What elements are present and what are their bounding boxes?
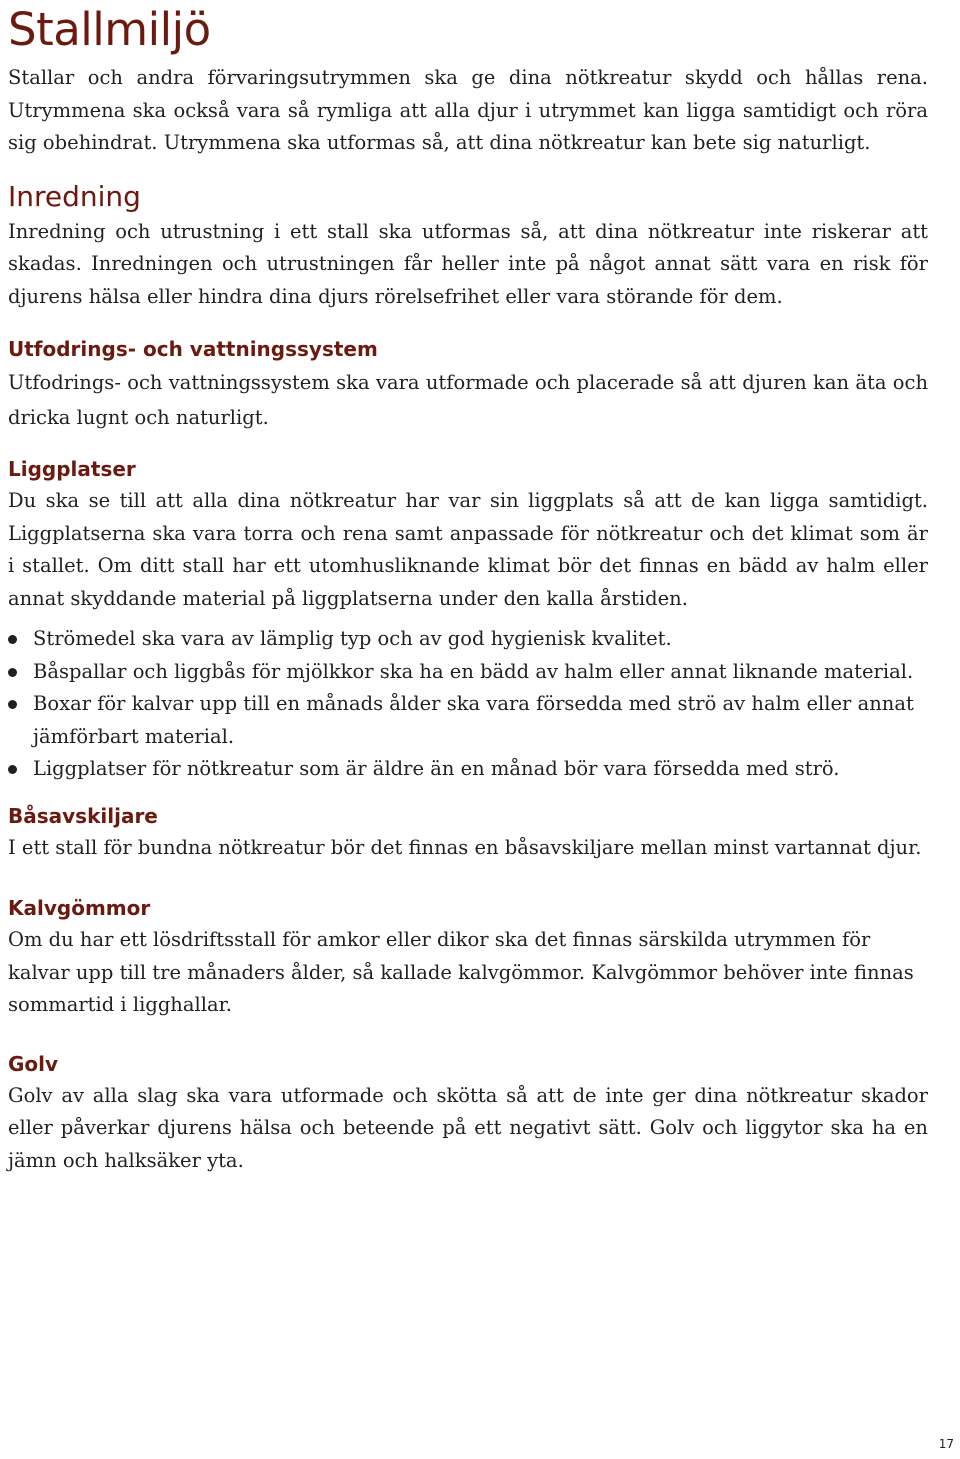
section-text-inredning: Inredning och utrustning i ett stall ska utformas så, att dina nötkreatur inte riskerar att skadas. Inredningen och utrustningen får heller inte på något annat sätt vara en risk för djurens hälsa eller hindra dina djurs rörelsefrihet eller vara störande för dem. bbox=[8, 219, 928, 308]
bullet-icon bbox=[8, 635, 17, 644]
section-basavskiljare bbox=[8, 802, 928, 865]
section-liggplatser bbox=[8, 455, 928, 786]
list-item-text: Boxar för kalvar upp till en månads ålder ska vara försedda med strö av halm eller annat jämförbart material. bbox=[33, 692, 914, 748]
list-item-text: Liggplatser för nötkreatur som är äldre än en månad bör vara försedda med strö. bbox=[33, 757, 840, 780]
bullet-icon bbox=[8, 765, 17, 774]
section-utfodring bbox=[8, 335, 928, 435]
list-item bbox=[8, 623, 928, 656]
section-heading-utfodring: Utfodrings- och vattningssystem bbox=[8, 337, 378, 361]
bullet-icon bbox=[8, 700, 17, 709]
intro-paragraph: Stallar och andra förvaringsutrymmen ska ge dina nötkreatur skydd och hållas rena. Utrymmena ska också vara så rymliga att alla djur i utrymmet kan ligga samtidigt och röra sig obehindrat. Utrymmena ska utformas så, att dina nötkreatur kan bete sig naturligt. bbox=[8, 66, 928, 154]
bullet-list bbox=[8, 623, 928, 786]
list-item-text: Båspallar och liggbås för mjölkkor ska ha en bädd av halm eller annat liknande material. bbox=[33, 659, 914, 683]
page-number: 17 bbox=[938, 1437, 954, 1451]
document-page bbox=[8, 0, 928, 1177]
list-item-text: Strömedel ska vara av lämplig typ och av god hygienisk kvalitet. bbox=[33, 627, 672, 650]
page-title: Stallmiljö bbox=[8, 3, 211, 56]
section-kalvgommor bbox=[8, 894, 928, 1022]
section-heading-inredning: Inredning bbox=[8, 179, 141, 213]
section-heading-liggplatser: Liggplatser bbox=[8, 457, 136, 481]
list-item bbox=[8, 753, 928, 786]
list-item bbox=[8, 656, 928, 689]
section-heading-basavskiljare: Båsavskiljare bbox=[8, 803, 158, 828]
section-heading-kalvgommor: Kalvgömmor bbox=[8, 896, 151, 920]
list-item bbox=[8, 688, 928, 753]
section-text-utfodring: Utfodrings- och vattningssystem ska vara utformade och placerade så att djuren kan äta och dricka lugnt och naturligt. bbox=[8, 371, 928, 429]
section-text-liggplatser: Du ska se till att alla dina nötkreatur har var sin liggplats så att de kan ligga samtidigt. Liggplatserna ska vara torra och rena samt anpassade för nötkreatur och det klimat som är i stallet. Om ditt stall har ett utomhusliknande klimat bör det finnas en bädd av halm eller annat skyddande material på liggplatserna under den kalla årstiden. bbox=[8, 489, 928, 610]
section-text-kalvgommor: Om du har ett lösdriftsstall för amkor eller dikor ska det finnas särskilda utrymmen för kalvar upp till tre månaders ålder, så kallade kalvgömmor. Kalvgömmor behöver inte finnas sommartid i ligghallar. bbox=[8, 928, 914, 1016]
section-golv bbox=[8, 1050, 928, 1178]
bullet-icon bbox=[8, 668, 17, 677]
section-text-basavskiljare: I ett stall för bundna nötkreatur bör det finnas en båsavskiljare mellan minst vartannat djur. bbox=[8, 835, 922, 859]
section-text-golv: Golv av alla slag ska vara utformade och skötta så att de inte ger dina nötkreatur skador eller påverkar djurens hälsa och beteende på ett negativt sätt. Golv och liggytor ska ha en jämn och halksäker yta. bbox=[8, 1083, 928, 1172]
section-inredning bbox=[8, 180, 928, 314]
section-heading-golv: Golv bbox=[8, 1051, 59, 1076]
